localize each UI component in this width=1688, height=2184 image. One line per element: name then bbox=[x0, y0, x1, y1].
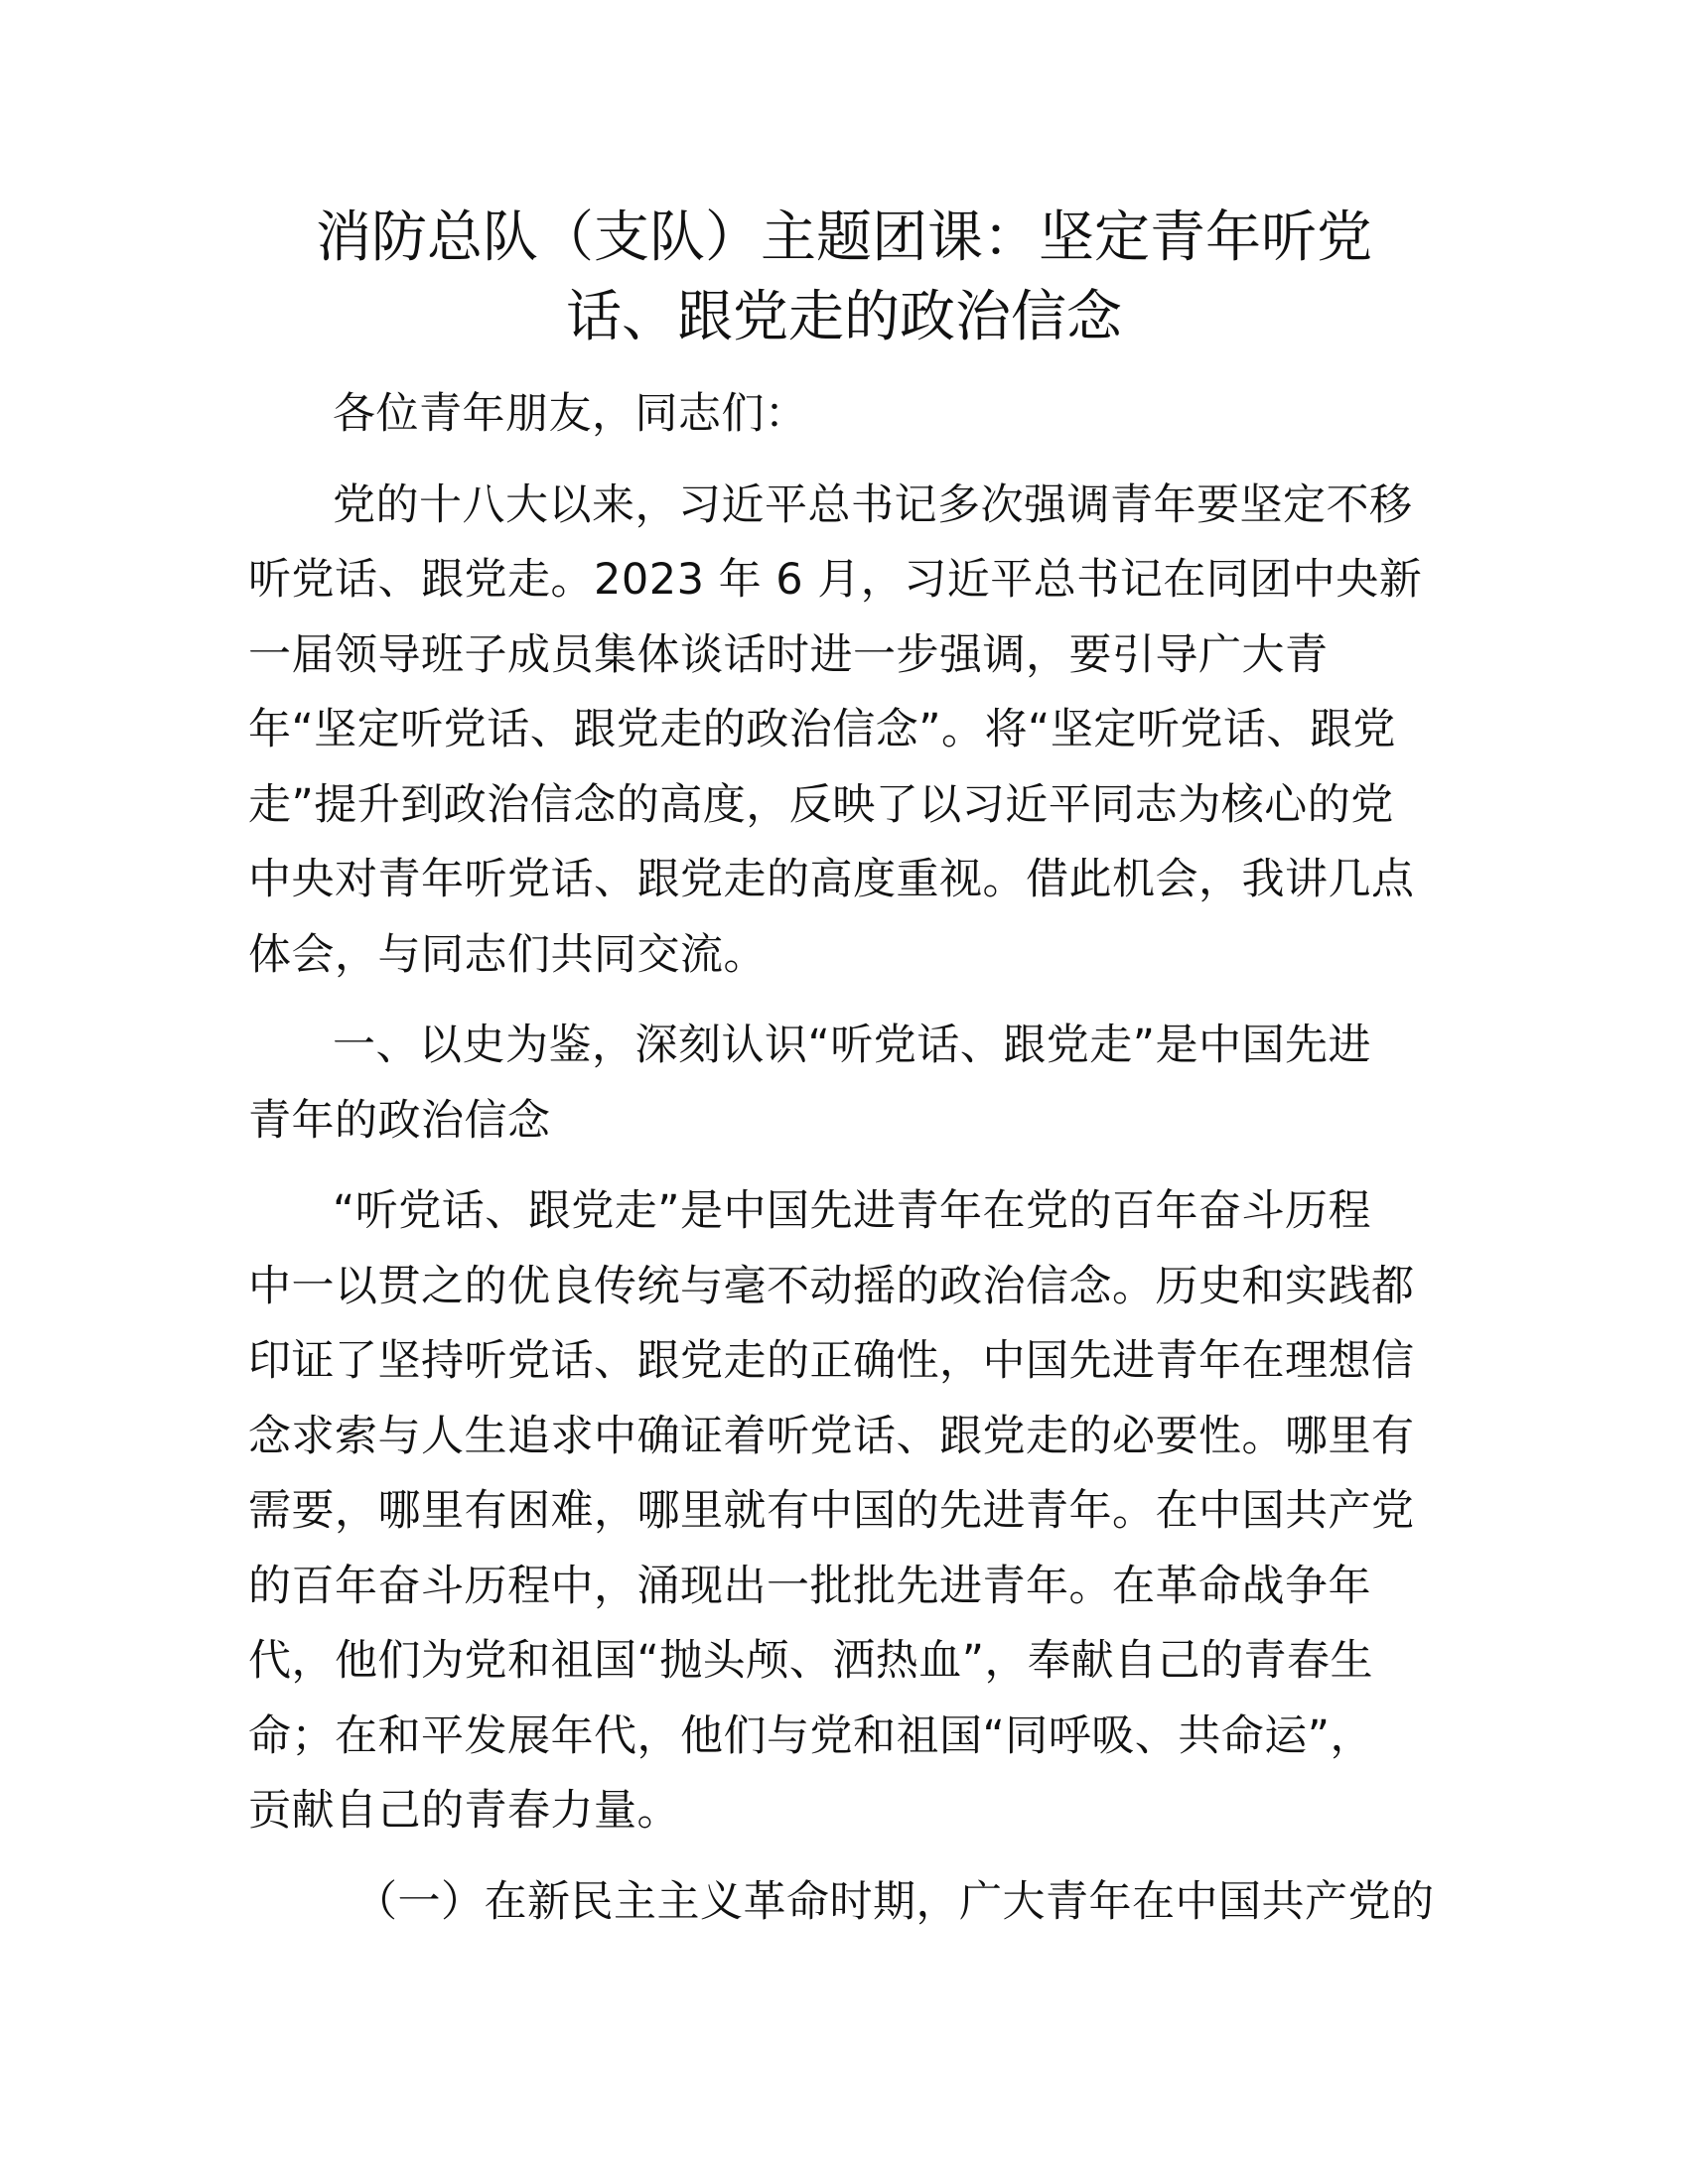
paragraph-history bbox=[248, 1174, 1440, 1849]
title-line: 话、跟党走的政治信念 bbox=[566, 285, 1122, 349]
text-line: 印证了坚持听党话、跟党走的正确性，中国先进青年在理想信 bbox=[248, 1336, 1415, 1386]
text-line: 各位青年朋友，同志们： bbox=[333, 389, 808, 439]
text-line: 需要，哪里有困难，哪里就有中国的先进青年。在中国共产党 bbox=[248, 1486, 1415, 1536]
salutation bbox=[248, 377, 1440, 453]
title-line: 消防总队（支队）主题团课：坚定青年听党 bbox=[316, 205, 1372, 270]
text-line: 一、以史为鉴，深刻认识“听党话、跟党走”是中国先进 bbox=[333, 1021, 1372, 1070]
text-line: 的百年奋斗历程中，涌现出一批批先进青年。在革命战争年 bbox=[248, 1561, 1371, 1611]
text-line: 中一以贯之的优良传统与毫不动摇的政治信念。历史和实践都 bbox=[248, 1261, 1415, 1311]
text-line: 听党话、跟党走。2023 年 6 月，习近平总书记在同团中央新 bbox=[248, 555, 1423, 605]
section-heading bbox=[248, 1009, 1440, 1159]
text-line: 年“坚定听党话、跟党走的政治信念”。将“坚定听党话、跟党 bbox=[248, 705, 1396, 754]
document-title bbox=[248, 199, 1440, 357]
paragraph-intro bbox=[248, 469, 1440, 994]
text-line: “听党话、跟党走”是中国先进青年在党的百年奋斗历程 bbox=[333, 1186, 1372, 1236]
text-line: 一届领导班子成员集体谈话时进一步强调，要引导广大青 bbox=[248, 629, 1329, 680]
text-line: （一）在新民主主义革命时期，广大青年在中国共产党的 bbox=[354, 1876, 1435, 1927]
text-line: 贡献自己的青春力量。 bbox=[248, 1786, 680, 1836]
text-line: 青年的政治信念 bbox=[248, 1095, 551, 1146]
text-line: 中央对青年听党话、跟党走的高度重视。借此机会，我讲几点 bbox=[248, 855, 1415, 904]
document-body bbox=[248, 377, 1440, 1956]
text-line: 命；在和平发展年代，他们与党和祖国“同呼吸、共命运”， bbox=[248, 1710, 1374, 1761]
text-line: 念求索与人生追求中确证着听党话、跟党走的必要性。哪里有 bbox=[248, 1411, 1415, 1461]
subsection-heading bbox=[248, 1865, 1440, 1941]
text-line: 体会，与同志们共同交流。 bbox=[248, 929, 767, 980]
text-line: 党的十八大以来，习近平总书记多次强调青年要坚定不移 bbox=[333, 479, 1413, 530]
text-line: 走”提升到政治信念的高度，反映了以习近平同志为核心的党 bbox=[248, 779, 1394, 830]
text-line: 代，他们为党和祖国“抛头颅、洒热血”，奉献自己的青春生 bbox=[248, 1636, 1374, 1686]
